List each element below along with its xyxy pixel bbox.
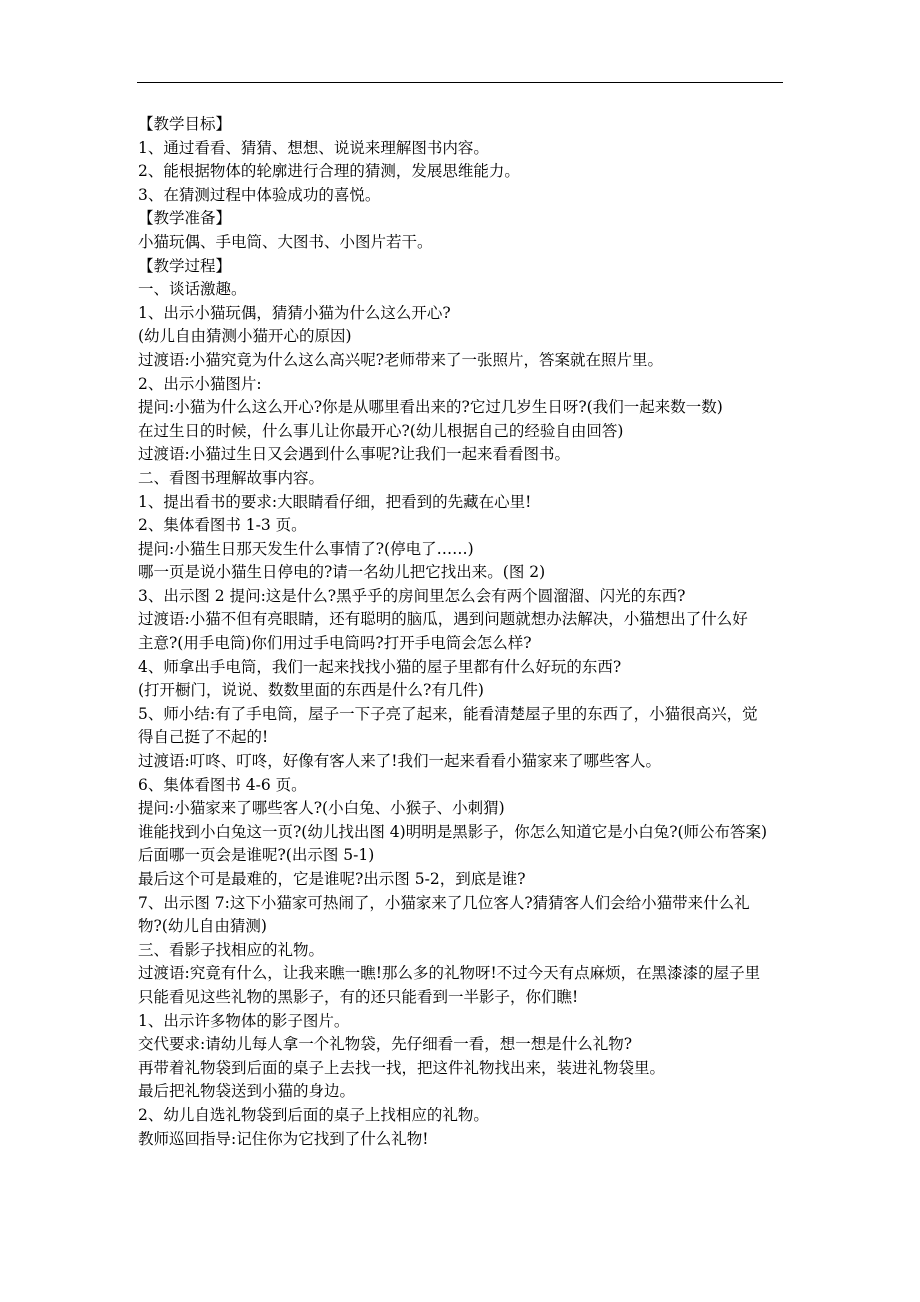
section-heading-process: 【教学过程】 bbox=[138, 256, 232, 275]
text-line: 4、师拿出手电筒，我们一起来找找小猫的屋子里都有什么好玩的东西? bbox=[138, 657, 622, 676]
text-line: 提问:小猫为什么这么开心?你是从哪里看出来的?它过几岁生日呀?(我们一起来数一数) bbox=[138, 398, 723, 417]
text-line: (打开橱门，说说、数数里面的东西是什么?有几件) bbox=[138, 681, 484, 700]
text-line: 交代要求:请幼儿每人拿一个礼物袋，先仔细看一看，想一想是什么礼物? bbox=[138, 1035, 633, 1054]
text-line: 提问:小猫家来了哪些客人?(小白兔、小猴子、小刺猬) bbox=[138, 799, 505, 818]
text-line: 3、出示图 2 提问:这是什么?黑乎乎的房间里怎么会有两个圆溜溜、闪光的东西? bbox=[138, 586, 686, 605]
text-line: 哪一页是说小猫生日停电的?请一名幼儿把它找出来。(图 2) bbox=[138, 563, 546, 582]
text-line: 一、谈话激趣。 bbox=[138, 280, 247, 299]
text-line: 后面哪一页会是谁呢?(出示图 5-1) bbox=[138, 846, 375, 865]
text-line: 过渡语:究竟有什么，让我来瞧一瞧!那么多的礼物呀!不过今天有点麻烦，在黑漆漆的屋子里 bbox=[138, 964, 761, 983]
text-line: 2、幼儿自选礼物袋到后面的桌子上找相应的礼物。 bbox=[138, 1105, 489, 1124]
text-line: 2、集体看图书 1-3 页。 bbox=[138, 516, 307, 535]
text-line: 7、出示图 7:这下小猫家可热闹了，小猫家来了几位客人?猜猜客人们会给小猫带来什么礼 bbox=[138, 893, 750, 912]
text-line: 1、出示许多物体的影子图片。 bbox=[138, 1011, 350, 1030]
text-line: 1、出示小猫玩偶，猜猜小猫为什么这么开心? bbox=[138, 303, 451, 322]
text-line: 二、看图书理解故事内容。 bbox=[138, 468, 325, 487]
document-body bbox=[138, 113, 786, 1151]
text-line: 主意?(用手电筒)你们用过手电筒吗?打开手电筒会怎么样? bbox=[138, 634, 532, 653]
text-line: 过渡语:小猫不但有亮眼睛，还有聪明的脑瓜，遇到问题就想办法解决，小猫想出了什么好 bbox=[138, 610, 748, 629]
text-line: (幼儿自由猜测小猫开心的原因) bbox=[138, 327, 352, 346]
section-heading-goals: 【教学目标】 bbox=[138, 115, 232, 133]
text-line: 最后这个可是最难的，它是谁呢?出示图 5-2，到底是谁? bbox=[138, 870, 526, 888]
text-line: 三、看影子找相应的礼物。 bbox=[138, 940, 325, 959]
text-line: 提问:小猫生日那天发生什么事情了?(停电了……) bbox=[138, 539, 474, 558]
text-line: 1、通过看看、猜猜、想想、说说来理解图书内容。 bbox=[138, 138, 489, 157]
text-line: 过渡语:小猫过生日又会遇到什么事呢?让我们一起来看看图书。 bbox=[138, 445, 571, 464]
text-line: 小猫玩偶、手电筒、大图书、小图片若干。 bbox=[138, 232, 433, 251]
header-rule bbox=[137, 82, 783, 83]
text-line: 教师巡回指导:记住你为它找到了什么礼物! bbox=[138, 1129, 429, 1148]
text-line: 2、能根据物体的轮廓进行合理的猜测，发展思维能力。 bbox=[138, 162, 520, 181]
text-line: 在过生日的时候，什么事儿让你最开心?(幼儿根据自己的经验自由回答) bbox=[138, 421, 624, 440]
text-line: 过渡语:小猫究竟为什么这么高兴呢?老师带来了一张照片，答案就在照片里。 bbox=[138, 350, 664, 369]
text-line: 过渡语:叮咚、叮咚，好像有客人来了!我们一起来看看小猫家来了哪些客人。 bbox=[138, 752, 661, 771]
text-line: 谁能找到小白兔这一页?(幼儿找出图 4)明明是黑影子，你怎么知道它是小白兔?(师公布答案) bbox=[138, 822, 768, 841]
section-heading-preparation: 【教学准备】 bbox=[138, 209, 232, 228]
text-line: 物?(幼儿自由猜测) bbox=[138, 917, 267, 936]
text-line: 只能看见这些礼物的黑影子，有的还只能看到一半影子，你们瞧! bbox=[138, 987, 579, 1006]
text-line: 最后把礼物袋送到小猫的身边。 bbox=[138, 1082, 356, 1101]
text-line: 再带着礼物袋到后面的桌子上去找一找，把这件礼物找出来，装进礼物袋里。 bbox=[138, 1058, 666, 1077]
text-line: 3、在猜测过程中体验成功的喜悦。 bbox=[138, 185, 381, 204]
text-line: 1、提出看书的要求:大眼睛看仔细，把看到的先藏在心里! bbox=[138, 492, 532, 511]
text-line: 5、师小结:有了手电筒，屋子一下子亮了起来，能看清楚屋子里的东西了，小猫很高兴，觉 bbox=[138, 704, 758, 723]
text-line: 得自己挺了不起的! bbox=[138, 728, 269, 747]
text-line: 2、出示小猫图片: bbox=[138, 374, 262, 393]
text-line: 6、集体看图书 4-6 页。 bbox=[138, 775, 307, 794]
